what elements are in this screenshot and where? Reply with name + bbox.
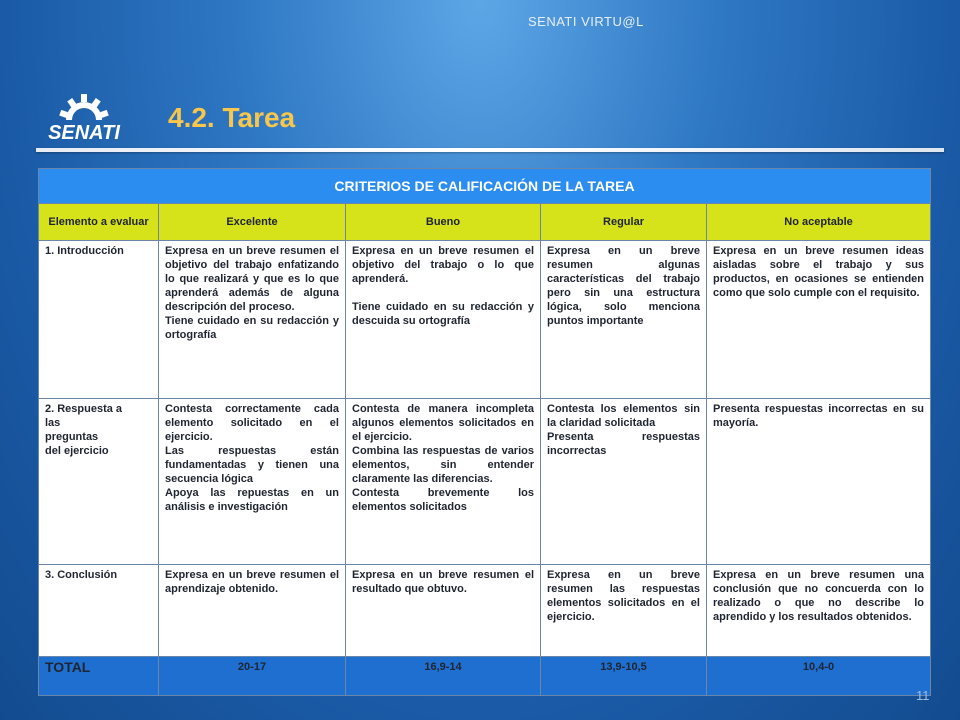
cell-regular: Contesta los elementos sin la claridad solicitada Presenta respuestas incorrectas (547, 403, 700, 457)
total-bueno: 16,9-14 (346, 657, 541, 696)
cell-regular: Expresa en un breve resumen algunas características del trabajo pero sin una estructura lógica, solo menciona puntos importante (547, 245, 700, 327)
cell-excelente: Expresa en un breve resumen el aprendizaje obtenido. (165, 569, 339, 595)
cell-regular: Expresa en un breve resumen las respuestas elementos solicitados en el ejercicio. (547, 569, 700, 623)
table-row (39, 241, 931, 399)
page-title: 4.2. Tarea (168, 102, 296, 133)
total-no-aceptable: 10,4-0 (707, 657, 931, 696)
table-caption: CRITERIOS DE CALIFICACIÓN DE LA TAREA (39, 169, 931, 204)
cell-no-aceptable: Expresa en un breve resumen una conclusión que no concuerda con lo realizado o que no describe lo aprendido y los resultados obtenidos. (713, 569, 925, 623)
column-header-no-aceptable: No aceptable (707, 204, 931, 241)
total-regular: 13,9-10,5 (541, 657, 707, 696)
cell-no-aceptable: Expresa en un breve resumen ideas aisladas sobre el trabajo y sus productos, en ocasiones se entienden como que solo cumple con el requisito. (713, 245, 925, 299)
page-number: 11 (916, 688, 930, 703)
cell-excelente: Contesta correctamente cada elemento solicitado en el ejercicio. Las respuestas están fundamentadas y tienen una secuencia lógica Apoya las repuestas en un análisis e investigación (165, 403, 339, 513)
table-row (39, 565, 931, 657)
cell-no-aceptable: Presenta respuestas incorrectas en su mayoría. (713, 403, 925, 429)
cell-bueno: Expresa en un breve resumen el objetivo del trabajo o lo que aprenderá. Tiene cuidado en su redacción y descuida su ortografía (352, 245, 534, 327)
column-header-elemento: Elemento a evaluar (39, 204, 159, 241)
logo-text: SENATI (48, 122, 120, 144)
title-divider (36, 148, 944, 152)
column-header-excelente: Excelente (159, 204, 346, 241)
table-row (39, 399, 931, 565)
cell-bueno: Expresa en un breve resumen el resultado que obtuvo. (352, 569, 534, 595)
row-element: 2. Respuesta a las preguntas del ejercicio (45, 403, 123, 457)
row-element: 1. Introducción (45, 245, 124, 257)
rubric-table (38, 168, 931, 696)
cell-excelente: Expresa en un breve resumen el objetivo del trabajo enfatizando lo que realizará y que es lo que aprenderá además de alguna descripción del proceso. Tiene cuidado en su redacción y ortografía (165, 245, 339, 341)
total-excelente: 20-17 (159, 657, 346, 696)
column-header-regular: Regular (541, 204, 707, 241)
senati-logo (36, 86, 132, 146)
header-label: SENATI VIRTU@L (528, 14, 644, 29)
column-header-bueno: Bueno (346, 204, 541, 241)
cell-bueno: Contesta de manera incompleta algunos elementos solicitados en el ejercicio. Combina las respuestas de varios elementos, sin entender claramente las diferencias. Contesta brevemente los elementos solicitados (352, 403, 534, 513)
total-label: TOTAL (39, 657, 159, 696)
total-row (39, 657, 931, 696)
row-element: 3. Conclusión (45, 569, 118, 581)
